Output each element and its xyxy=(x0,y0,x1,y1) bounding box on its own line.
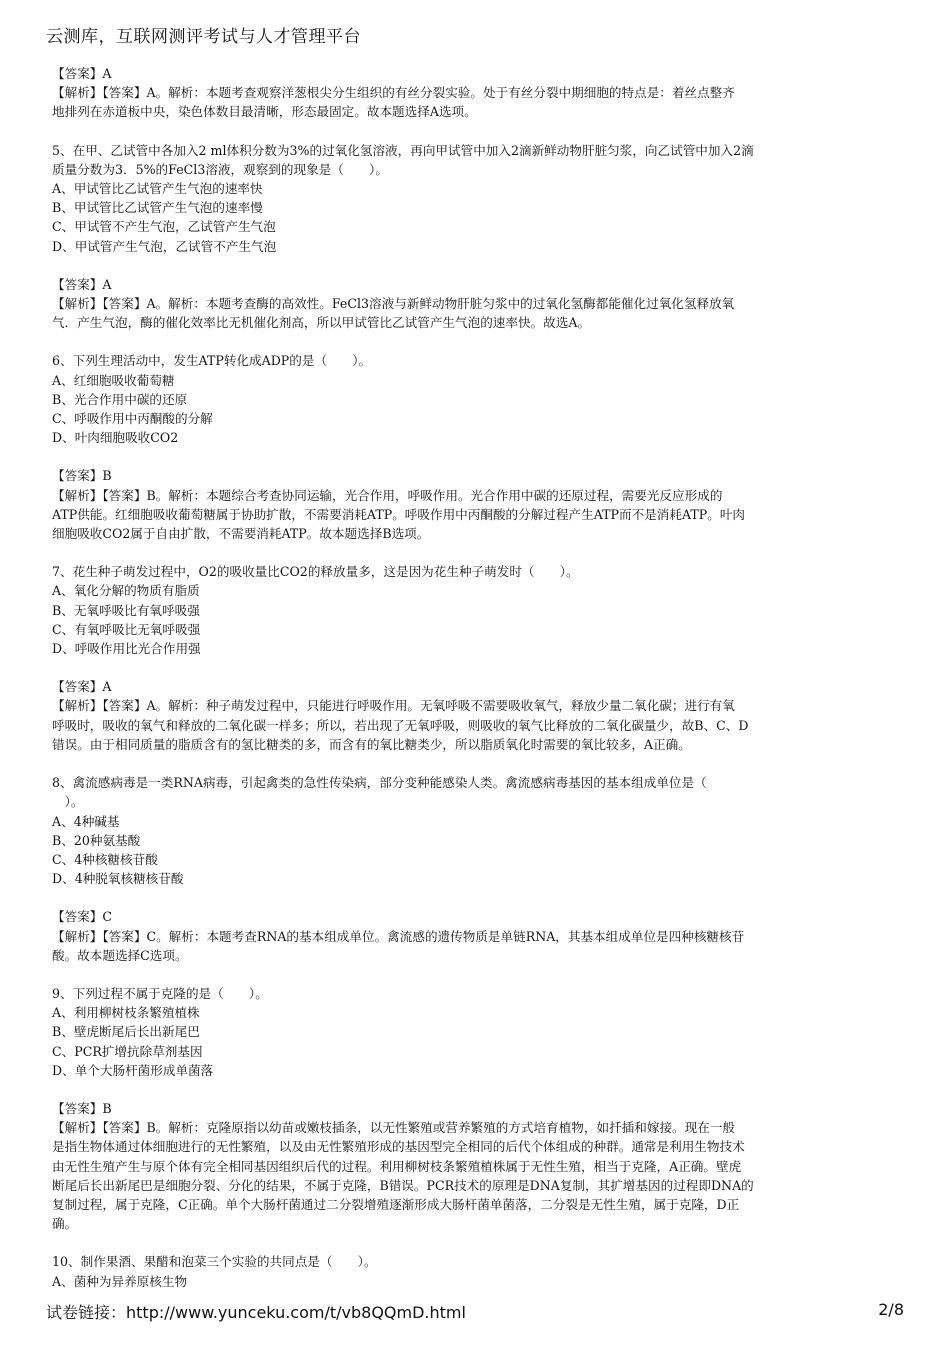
question-block-9 xyxy=(52,984,900,1080)
answer-block-6 xyxy=(52,466,900,543)
text-line: 【解析】【答案】A。解析：本题考查观察洋葱根尖分生组织的有丝分裂实验。处于有丝分裂中期细胞的特点是：着丝点整齐 xyxy=(52,85,735,101)
answer-block-7 xyxy=(52,677,900,754)
text-line: ATP供能。红细胞吸收葡萄糖属于协助扩散，不需要消耗ATP。呼吸作用中丙酮酸的分解过程产生ATP而不是消耗ATP。叶肉 xyxy=(52,506,746,522)
text-line: D、4种脱氧核糖核苷酸 xyxy=(52,871,184,887)
site-title: 云测库，互联网测评考试与人才管理平台 xyxy=(46,27,361,47)
text-line: 【解析】【答案】B。解析：本题综合考查协同运输，光合作用，呼吸作用。光合作用中碳的还原过程，需要光反应形成的 xyxy=(52,487,723,503)
text-line: D、甲试管产生气泡，乙试管不产生气泡 xyxy=(52,238,277,254)
answer-block-4 xyxy=(52,64,900,122)
question-block-6 xyxy=(52,351,900,447)
text-line: 呼吸时，吸收的氧气和释放的二氧化碳一样多；所以，若出现了无氧呼吸，则吸收的氧气比释放的二氧化碳量少，故B、C、D xyxy=(52,717,749,733)
text-line: C、有氧呼吸比无氧呼吸强 xyxy=(52,621,201,637)
text-line: A、氧化分解的物质有脂质 xyxy=(52,583,200,599)
text-line: 【答案】A xyxy=(52,276,112,292)
text-line: B、甲试管比乙试管产生气泡的速率慢 xyxy=(52,200,263,216)
text-line: 气．产生气泡，酶的催化效率比无机催化剂高，所以甲试管比乙试管产生气泡的速率快。故选A。 xyxy=(52,315,591,331)
text-line: 【答案】B xyxy=(52,468,112,484)
text-line: 【解析】【答案】C。解析：本题考查RNA的基本组成单位。禽流感的遗传物质是单链RNA，其基本组成单位是四种核糖核苷 xyxy=(52,928,745,944)
document-body xyxy=(52,64,900,1310)
text-line: 6、下列生理活动中，发生ATP转化成ADP的是（ ）。 xyxy=(52,353,372,369)
text-line: D、呼吸作用比光合作用强 xyxy=(52,641,201,657)
text-line: 10、制作果酒、果醋和泡菜三个实验的共同点是（ ）。 xyxy=(52,1254,377,1270)
text-line: 【解析】【答案】A。解析：种子萌发过程中，只能进行呼吸作用。无氧呼吸不需要吸收氧气，释放少量二氧化碳；进行有氧 xyxy=(52,698,735,714)
text-line: B、壁虎断尾后长出新尾巴 xyxy=(52,1024,200,1040)
text-line: 9、下列过程不属于克隆的是（ ）。 xyxy=(52,985,268,1001)
text-line: 【答案】A xyxy=(52,66,112,81)
text-line: 【解析】【答案】A。解析：本题考查酶的高效性。FeCl3溶液与新鲜动物肝脏匀浆中的过氧化氢酶都能催化过氧化氢释放氧 xyxy=(52,296,735,312)
text-line: 【答案】B xyxy=(52,1100,112,1116)
text-line: B、20种氨基酸 xyxy=(52,832,141,848)
text-line: B、无氧呼吸比有氧呼吸强 xyxy=(52,602,200,618)
link-label: 试卷链接： xyxy=(46,1303,127,1322)
text-line: 7、花生种子萌发过程中，O2的吸收量比CO2的释放量多，这是因为花生种子萌发时（ ）。 xyxy=(52,564,579,580)
text-line: A、利用柳树枝条繁殖植株 xyxy=(52,1005,200,1021)
question-block-7 xyxy=(52,562,900,658)
text-line: 复制过程，属于克隆，C正确。单个大肠杆菌通过二分裂增殖逐渐形成大肠杆菌单菌落，二分裂是无性生殖，属于克隆，D正 xyxy=(52,1196,740,1212)
text-line: 确。 xyxy=(52,1216,78,1232)
question-block-5 xyxy=(52,141,900,256)
question-block-10 xyxy=(52,1252,900,1290)
text-line: D、叶肉细胞吸收CO2 xyxy=(52,430,179,446)
text-line: A、甲试管比乙试管产生气泡的速率快 xyxy=(52,181,263,197)
text-line: 错误。由于相同质量的脂质含有的氢比糖类的多，而含有的氧比糖类少，所以脂质氧化时需要的氧比较多，A正确。 xyxy=(52,736,691,752)
text-line: 由无性生殖产生与原个体有完全相同基因组织后代的过程。利用柳树枝条繁殖植株属于无性生殖，相当于克隆，A正确。壁虎 xyxy=(52,1158,742,1174)
text-line: 是指生物体通过体细胞进行的无性繁殖，以及由无性繁殖形成的基因型完全相同的后代个体组成的种群。通常是利用生物技术 xyxy=(52,1139,745,1155)
text-line: 断尾后长出新尾巴是细胞分裂、分化的结果，不属于克隆，B错误。PCR技术的原理是DNA复制，其扩增基因的过程即DNA的 xyxy=(52,1177,754,1193)
text-line: C、呼吸作用中丙酮酸的分解 xyxy=(52,411,213,427)
text-line: C、PCR扩增抗除草剂基因 xyxy=(52,1043,203,1059)
page-footer xyxy=(46,1300,904,1323)
page-header xyxy=(46,22,361,47)
text-line: C、甲试管不产生气泡，乙试管产生气泡 xyxy=(52,219,276,235)
text-line: 细胞吸收CO2属于自由扩散，不需要消耗ATP。故本题选择B选项。 xyxy=(52,526,430,542)
answer-block-5 xyxy=(52,275,900,333)
answer-block-9 xyxy=(52,1099,900,1233)
text-line: 【答案】C xyxy=(52,909,113,925)
text-line: D、单个大肠杆菌形成单菌落 xyxy=(52,1062,214,1078)
text-line: C、4种核糖核苷酸 xyxy=(52,851,158,867)
page-number: 2/8 xyxy=(878,1300,904,1319)
text-line: B、光合作用中碳的还原 xyxy=(52,391,188,407)
text-line: ）。 xyxy=(52,794,84,810)
text-line: 地排列在赤道板中央，染色体数目最清晰，形态最固定。故本题选择A选项。 xyxy=(52,104,477,120)
exam-link[interactable]: http://www.yunceku.com/t/vb8QQmD.html xyxy=(126,1303,466,1322)
text-line: 酸。故本题选择C选项。 xyxy=(52,947,188,963)
text-line: A、4种碱基 xyxy=(52,813,120,829)
text-line: 【答案】A xyxy=(52,679,112,695)
text-line: 质量分数为3．5%的FeCl3溶液，观察到的现象是（ ）。 xyxy=(52,161,388,177)
text-line: 8、禽流感病毒是一类RNA病毒，引起禽类的急性传染病，部分变种能感染人类。禽流感病毒基因的基本组成单位是（ xyxy=(52,775,707,791)
text-line: 【解析】【答案】B。解析：克隆原指以幼苗或嫩枝插条，以无性繁殖或营养繁殖的方式培育植物，如扦插和嫁接。现在一般 xyxy=(52,1120,736,1136)
answer-block-8 xyxy=(52,907,900,965)
text-line: 5、在甲、乙试管中各加入2 ml体积分数为3%的过氧化氢溶液，再向甲试管中加入2滴新鲜动物肝脏匀浆，向乙试管中加入2滴 xyxy=(52,142,754,158)
question-block-8 xyxy=(52,773,900,888)
text-line: A、菌种为异养原核生物 xyxy=(52,1273,188,1289)
text-line: A、红细胞吸收葡萄糖 xyxy=(52,372,175,388)
